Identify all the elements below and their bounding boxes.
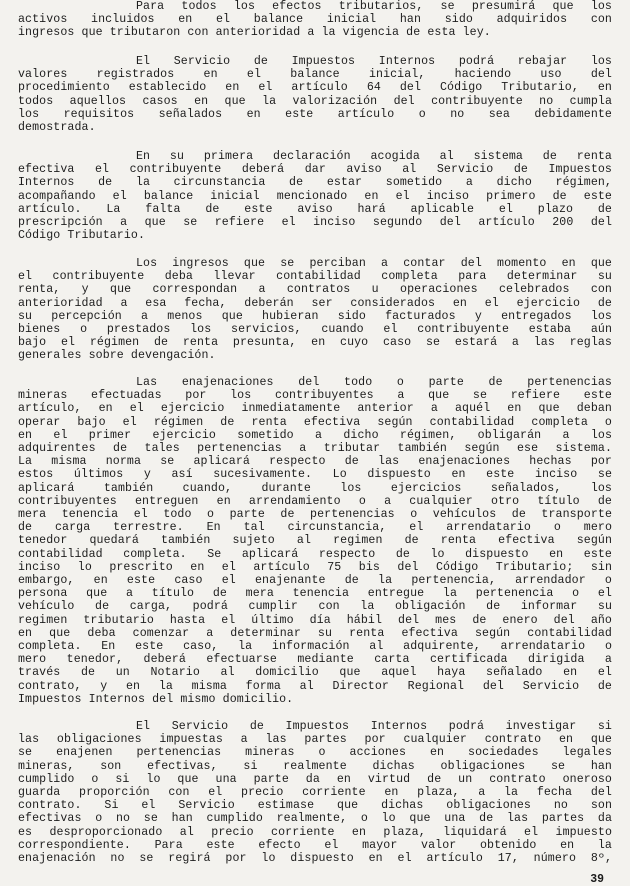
paragraph-2	[18, 55, 612, 134]
text-line: contabilidad completa. Se aplicará respecto de lo dispuesto en este	[18, 547, 612, 561]
paragraph-6	[18, 720, 612, 865]
text-line: todos aquellos casos en que la valorización del contribuyente no cumpla	[18, 94, 612, 108]
text-line: regimen tributario hasta el último día hábil del mes de enero del año	[18, 613, 612, 627]
text-line: Los ingresos que se perciban a contar del momento en que	[136, 257, 612, 270]
text-line: guarda proporción con el precio corriente en plaza, a la fecha del	[18, 786, 612, 800]
text-line: La misma norma se aplicará respecto de las enajenaciones hechas por	[18, 455, 612, 469]
paragraph-5	[18, 376, 612, 706]
text-line: correspondiente. Para este efecto el mayor valor obtenido en la	[18, 838, 612, 852]
text-line: tenedor quedará también sujeto al regimen de renta efectiva según	[18, 534, 612, 548]
text-line: bajo el régimen de renta presunta, en cuyo caso se estará a las reglas	[18, 336, 612, 350]
text-line: cumplido o si lo que una parte da en virtud de un contrato oneroso	[18, 772, 612, 786]
text-line: generales sobre devengación.	[18, 349, 216, 363]
text-line: En su primera declaración acogida al sistema de renta	[136, 150, 612, 163]
text-line: su percepción a menos que hubieran sido facturados y entregados los	[18, 309, 612, 323]
text-line: vehículo de carga, podrá cumplir con la obligación de informar su	[18, 600, 612, 614]
text-line: inciso lo prescrito en el artículo 75 bis del Código Tributario; sin	[18, 560, 612, 574]
text-line: contrato, y en la misma forma al Director Regional del Servicio de	[18, 679, 612, 693]
text-line: enajenación no se regirá por lo dispuesto en el artículo 17, número 8º,	[18, 852, 612, 866]
page-number: 39	[590, 873, 604, 886]
text-line: procedimiento establecido en el artículo 64 del Código Tributario, en	[18, 81, 612, 95]
text-line: mineras efectuadas por los contribuyentes a que se refiere este	[18, 389, 612, 403]
text-line: Para todos los efectos tributarios, se presumirá que los	[136, 0, 612, 13]
text-line: estos últimos y así sucesivamente. Lo dispuesto en este inciso se	[18, 468, 612, 482]
text-line: contribuyentes entreguen en arrendamiento o a cualquier otro título de	[18, 494, 612, 508]
text-line: adquirentes de tales pertenencias a tributar también según ese sistema.	[18, 442, 612, 456]
text-line: Las enajenaciones del todo o parte de pertenencias	[136, 376, 612, 389]
text-line: las obligaciones impuestas a las partes por cualquier contrato en que	[18, 733, 612, 747]
text-line: embargo, en este caso el enajenante de la pertenencia, arrendador o	[18, 574, 612, 588]
text-line: se enajenen pertenencias mineras o acciones en sociedades legales	[18, 746, 612, 760]
text-line: aplicará también cuando, durante los ejercicios señalados, los	[18, 481, 612, 495]
text-line: persona que a título de mera tenencia entregue la pertenencia o el	[18, 587, 612, 601]
text-line: demostrada.	[18, 121, 96, 135]
text-line: de carga terrestre. En tal circunstancia, el arrendatario o mero	[18, 521, 612, 535]
paragraph-4	[18, 257, 612, 363]
text-line: través de un Notario al domicilio que aquel haya señalado en el	[18, 666, 612, 680]
text-line: efectivas o no se han cumplido realmente, o lo que una de las partes da	[18, 812, 612, 826]
text-line: mero tenedor, deberá efectuarse mediante carta certificada dirigida a	[18, 653, 612, 667]
text-line: artículo, en el ejercicio inmediatamente anterior a aquél en que deban	[18, 402, 612, 416]
text-line: el contribuyente deba llevar contabilidad completa para determinar su	[18, 270, 612, 284]
text-line: Impuestos Internos del mismo domicilio.	[18, 692, 294, 706]
text-line: mineras, son efectivas, si realmente dichas obligaciones se han	[18, 759, 612, 773]
text-line: artículo. La falta de este aviso hará aplicable el plazo de	[18, 202, 612, 216]
text-line: es desproporcionado al precio corriente en plaza, liquidará el impuesto	[18, 825, 612, 839]
text-line: en que deba comenzar a determinar su renta efectiva según contabilidad	[18, 626, 612, 640]
text-line: completa. En este caso, la información al adquirente, arrendatario o	[18, 640, 612, 654]
text-line: bienes o prestados los servicios, cuando el contribuyente estaba aún	[18, 323, 612, 337]
text-line: El Servicio de Impuestos Internos podrá investigar si	[136, 720, 612, 733]
text-line: El Servicio de Impuestos Internos podrá rebajar los	[136, 55, 612, 68]
text-line: prescripción a que se refiere el inciso segundo del artículo 200 del	[18, 216, 612, 230]
paragraph-1	[18, 0, 612, 40]
text-line: los requisitos señalados en este artículo o no sea debidamente	[18, 107, 612, 121]
text-line: valores registrados en el balance inicial, haciendo uso del	[18, 68, 612, 82]
paragraph-3	[18, 150, 612, 242]
text-line: operar bajo el régimen de renta efectiva según contabilidad completa o	[18, 415, 612, 429]
text-line: renta, y que correspondan a contratos u operaciones celebrados con	[18, 283, 612, 297]
text-line: anterioridad a esa fecha, deberán ser considerados en el ejercicio de	[18, 296, 612, 310]
text-line: en el primer ejercicio sometido a dicho régimen, obligarán a los	[18, 428, 612, 442]
text-line: efectiva el contribuyente deberá dar aviso al Servicio de Impuestos	[18, 163, 612, 177]
text-line: contrato. Si el Servicio estimase que dichas obligaciones no son	[18, 799, 612, 813]
text-line: activos incluidos en el balance inicial han sido adquiridos con	[18, 13, 612, 27]
text-line: acompañando el balance inicial mencionado en el inciso primero de este	[18, 189, 612, 203]
text-line: Código Tributario.	[18, 229, 146, 243]
text-line: ingresos que tributaron con anterioridad a la vigencia de esta ley.	[18, 26, 491, 40]
text-line: Internos de la circunstancia de estar sometido a dicho régimen,	[18, 176, 612, 190]
text-line: mera tenencia el todo o parte de pertenencias o vehículos de transporte	[18, 508, 612, 522]
